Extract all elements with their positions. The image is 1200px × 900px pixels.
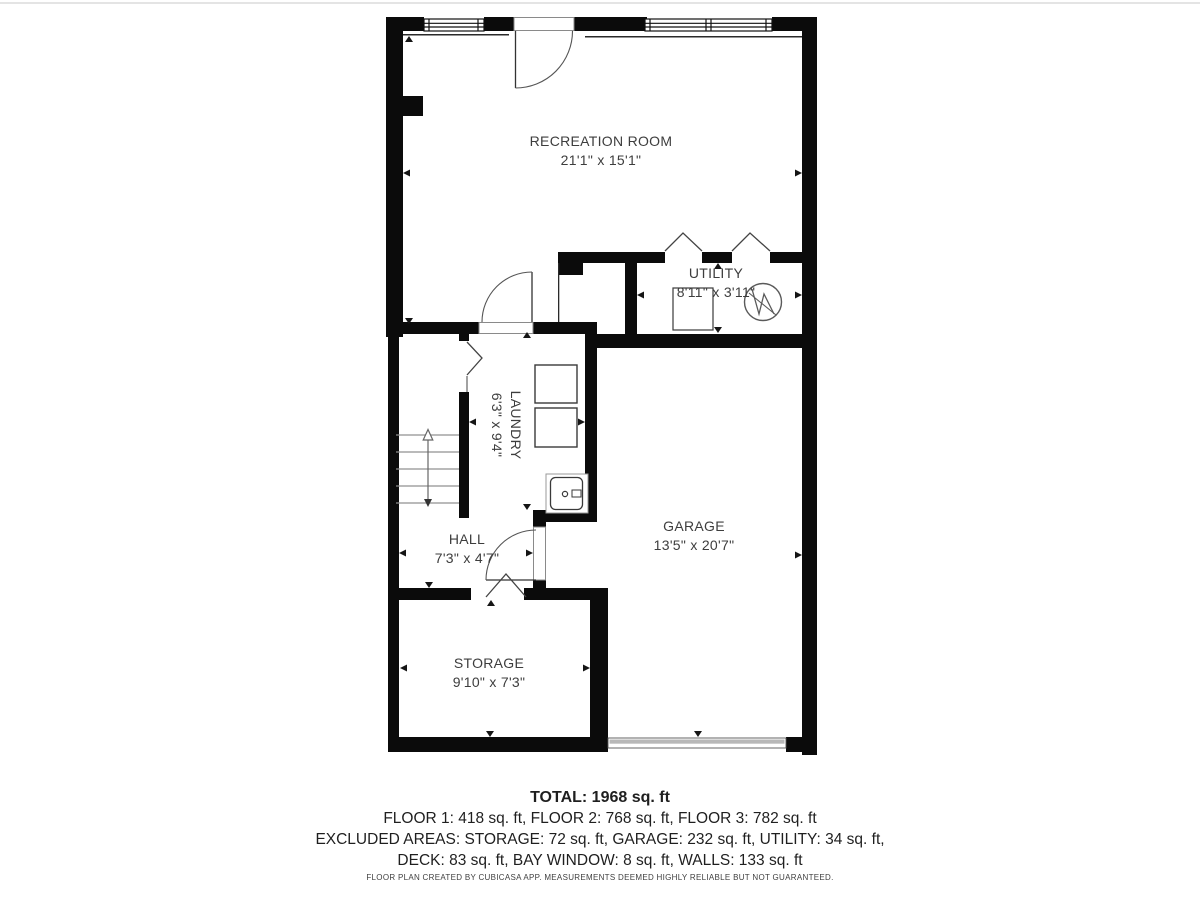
wall-storage-right	[590, 588, 608, 746]
door-recroom-laundry	[479, 272, 533, 334]
tick-right	[526, 550, 533, 557]
tick-left	[469, 419, 476, 426]
tick-left	[637, 292, 644, 299]
wall-utility-top-endcap	[558, 252, 583, 275]
tick-right	[795, 170, 802, 177]
sill-line-right	[585, 36, 802, 38]
wall-laundry-left	[459, 392, 469, 518]
room-dims: 7'3" x 4'7"	[434, 550, 500, 566]
excluded-areas-text2: DECK: 83 sq. ft, BAY WINDOW: 8 sq. ft, WALLS: 133 sq. ft	[397, 852, 803, 869]
storage-door-triangle	[486, 574, 526, 597]
door-sill	[514, 18, 574, 31]
page-top-divider	[0, 2, 1200, 4]
laundry-sink-icon	[546, 474, 588, 513]
wall-left-upper	[386, 17, 403, 337]
room-dims: 13'5" x 20'7"	[653, 537, 735, 553]
wall-top-3	[573, 17, 647, 31]
bifold-door-triangle	[665, 233, 702, 251]
room-dims: 6'3" x 9'4"	[489, 392, 505, 458]
sill-line-left	[403, 34, 509, 36]
room-dims: 9'10" x 7'3"	[452, 674, 526, 690]
room-name: STORAGE	[453, 655, 525, 671]
tick-down	[694, 731, 702, 737]
door-swing-arc	[516, 31, 573, 88]
room-label-garage	[654, 517, 735, 555]
room-name: UTILITY	[688, 265, 744, 281]
storage-door	[486, 574, 526, 597]
tick-up	[487, 600, 495, 606]
tick-right	[578, 419, 585, 426]
wall-left-pilaster	[403, 96, 423, 116]
bifold-door-triangle	[732, 233, 770, 251]
garage-door	[608, 738, 786, 748]
window-frame	[645, 19, 772, 31]
wall-garage-top	[585, 334, 802, 348]
tick-down	[486, 731, 494, 737]
wall-utility-top-2	[702, 252, 732, 263]
chase-edge-line	[558, 263, 559, 322]
tick-left	[400, 665, 407, 672]
wall-bottom-left	[388, 737, 608, 752]
wall-right	[802, 17, 817, 755]
tick-down	[425, 582, 433, 588]
window-top-right-pair	[645, 19, 772, 31]
room-dims: 21'1" x 15'1"	[560, 152, 642, 168]
total-area-text: TOTAL: 1968 sq. ft	[530, 789, 670, 806]
disclaimer-text: FLOOR PLAN CREATED BY CUBICASA APP. MEASUREMENTS DEEMED HIGHLY RELIABLE BUT NOT GUARANTEED.	[366, 873, 834, 882]
tick-right	[583, 665, 590, 672]
room-label-recreation	[530, 132, 673, 170]
tick-left	[399, 550, 406, 557]
window-top-left	[424, 19, 484, 31]
room-name: GARAGE	[663, 518, 725, 534]
door-swing-arc	[482, 272, 532, 322]
door-sill	[534, 527, 546, 580]
door-entry-top	[514, 18, 574, 89]
wall-laundry-left-stub	[459, 322, 469, 341]
room-name: LAUNDRY	[508, 390, 524, 460]
room-label-hall	[435, 530, 500, 568]
tick-down	[523, 504, 531, 510]
room-label-utility	[677, 264, 756, 302]
wall-storage-top-1	[388, 588, 471, 600]
tick-up	[405, 36, 413, 42]
window-frame	[424, 19, 484, 31]
wall-bottom-right	[786, 737, 817, 752]
wall-utility-left	[625, 262, 637, 343]
wall-utility-top-3	[770, 252, 803, 263]
utility-bifold-doors	[665, 233, 770, 251]
corner-door-chevron	[467, 342, 482, 375]
stairs	[396, 430, 459, 508]
door-sill	[479, 323, 533, 334]
room-label-storage	[453, 654, 526, 692]
wall-top-2	[484, 17, 515, 31]
room-dims: 8'11" x 3'11"	[676, 284, 756, 300]
dryer-icon	[535, 408, 577, 447]
tick-down	[714, 327, 722, 333]
tick-right	[795, 292, 802, 299]
tick-right	[795, 552, 802, 559]
wall-left-lower	[388, 322, 399, 752]
wall-laundry-top-2	[533, 322, 597, 334]
excluded-areas-text: EXCLUDED AREAS: STORAGE: 72 sq. ft, GARAGE: 232 sq. ft, UTILITY: 34 sq. ft,	[315, 831, 885, 848]
door-laundry-corner	[467, 342, 482, 392]
room-label-laundry	[487, 391, 525, 460]
room-name: RECREATION ROOM	[529, 133, 673, 149]
floor-areas-text: FLOOR 1: 418 sq. ft, FLOOR 2: 768 sq. ft, FLOOR 3: 782 sq. ft	[383, 810, 817, 827]
washer-icon	[535, 365, 577, 403]
walls	[386, 17, 817, 755]
room-name: HALL	[448, 531, 486, 547]
tick-left	[403, 170, 410, 177]
